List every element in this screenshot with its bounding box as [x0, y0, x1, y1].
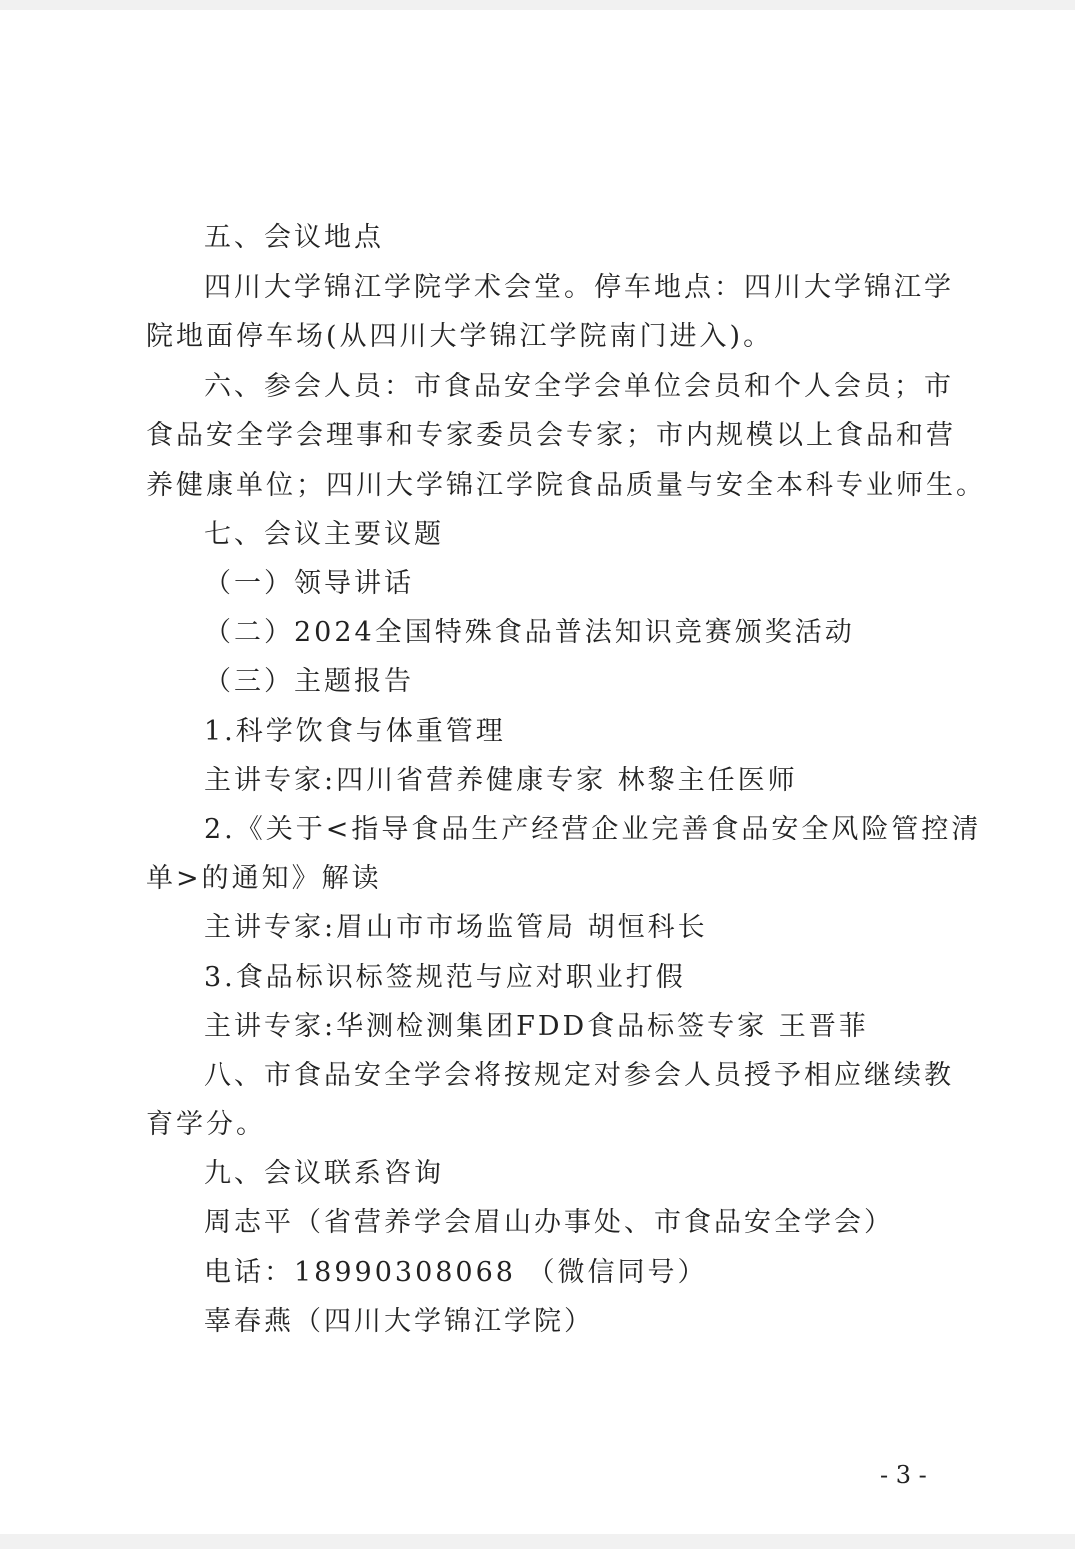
report-3-speaker: 主讲专家:华测检测集团FDD食品标签专家 王晋菲: [204, 1011, 869, 1042]
contact-2-name: 辜春燕（四川大学锦江学院）: [204, 1306, 594, 1337]
page-number: - 3 -: [880, 1461, 927, 1489]
report-1-speaker: 主讲专家:四川省营养健康专家 林黎主任医师: [204, 765, 798, 796]
section-7-heading: 七、会议主要议题: [204, 519, 444, 550]
contact-1-name: 周志平（省营养学会眉山办事处、市食品安全学会）: [204, 1207, 894, 1238]
report-1-title: 1.科学饮食与体重管理: [204, 716, 506, 747]
report-2-speaker: 主讲专家:眉山市市场监管局 胡恒科长: [204, 912, 708, 943]
venue-text-line-1: 四川大学锦江学院学术会堂。停车地点：四川大学锦江学: [204, 272, 954, 303]
attendees-text-line-2: 食品安全学会理事和专家委员会专家；市内规模以上食品和营: [146, 420, 956, 451]
agenda-item-2: （二）2024全国特殊食品普法知识竞赛颁奖活动: [204, 617, 855, 648]
section-8-line-2: 育学分。: [146, 1109, 266, 1140]
section-8-line-1: 八、市食品安全学会将按规定对参会人员授予相应继续教: [204, 1060, 954, 1091]
venue-text-line-2: 院地面停车场(从四川大学锦江学院南门进入)。: [146, 321, 774, 352]
document-page: [0, 10, 1075, 1534]
section-5-heading: 五、会议地点: [204, 222, 384, 253]
agenda-item-1: （一）领导讲话: [204, 568, 414, 599]
report-3-title: 3.食品标识标签规范与应对职业打假: [204, 962, 686, 993]
agenda-item-3: （三）主题报告: [204, 666, 414, 697]
report-2-title-line-1: 2.《关于<指导食品生产经营企业完善食品安全风险管控清: [204, 814, 982, 845]
report-2-title-line-2: 单>的通知》解读: [146, 863, 382, 894]
section-9-heading: 九、会议联系咨询: [204, 1158, 444, 1189]
contact-1-phone: 电话：18990308068 （微信同号）: [204, 1257, 708, 1288]
attendees-text-line-3: 养健康单位；四川大学锦江学院食品质量与安全本科专业师生。: [146, 470, 986, 501]
attendees-text-line-1: 六、参会人员：市食品安全学会单位会员和个人会员；市: [204, 371, 954, 402]
